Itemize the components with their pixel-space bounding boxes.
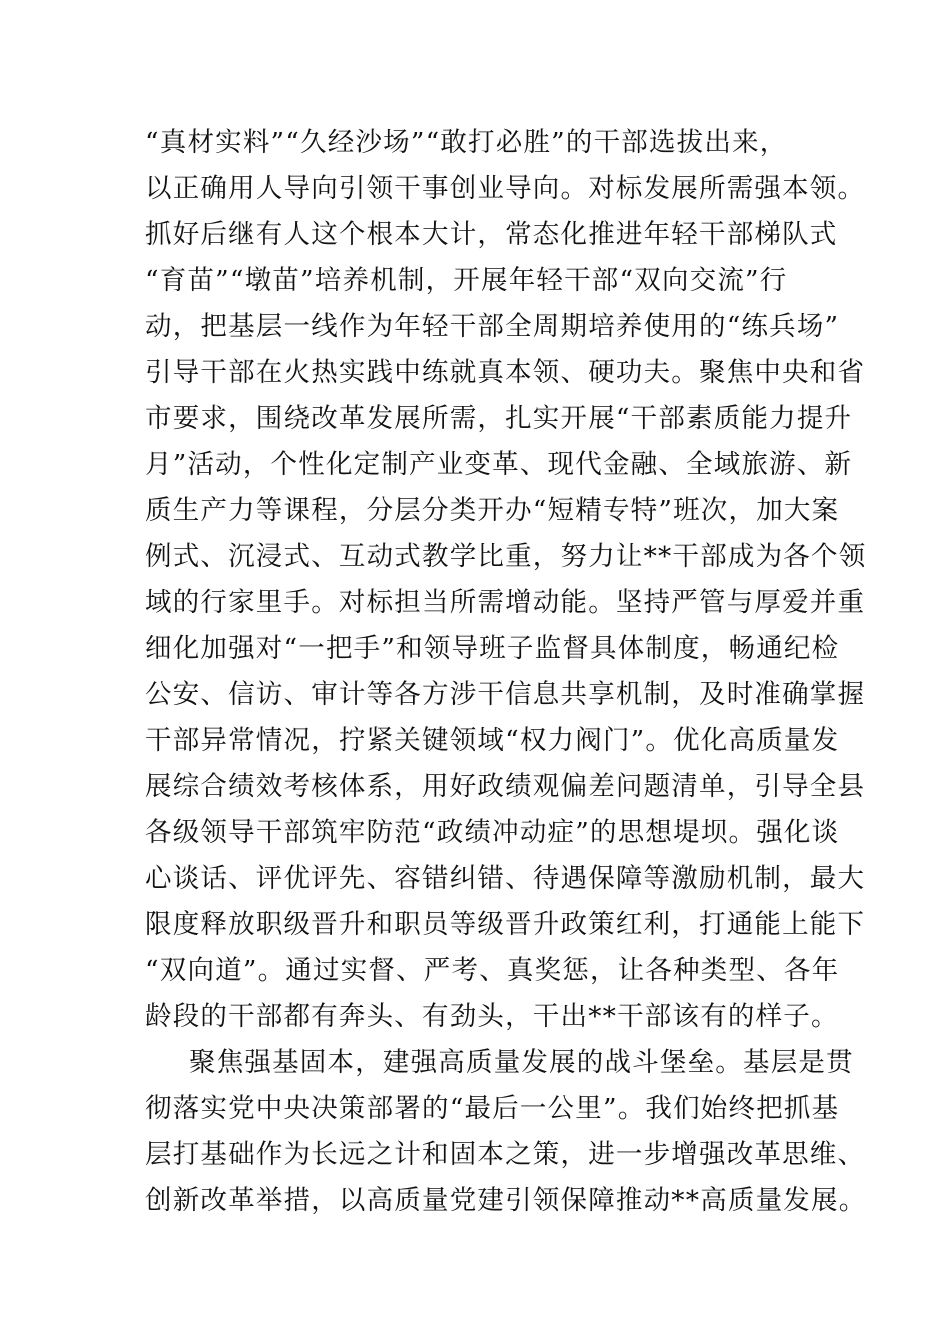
text-line: 龄段的干部都有奔头、有劲头，干出**干部该有的样子。 — [145, 1001, 839, 1032]
text-line: 彻落实党中央决策部署的“最后一公里”。我们始终把抓基 — [145, 1093, 840, 1124]
text-line: 干部异常情况，拧紧关键领域“权力阀门”。优化高质量发 — [145, 725, 840, 756]
text-line: 各级领导干部筑牢防范“政绩冲动症”的思想堤坝。强化谈 — [145, 817, 840, 848]
text-line: “育苗”“墩苗”培养机制，开展年轻干部“双向交流”行 — [145, 265, 788, 296]
text-line: 市要求，围绕改革发展所需，扎实开展“干部素质能力提升 — [145, 403, 853, 434]
text-line: 例式、沉浸式、互动式教学比重，努力让**干部成为各个领 — [145, 541, 867, 572]
document-body — [145, 120, 867, 1224]
text-line: 抓好后继有人这个根本大计，常态化推进年轻干部梯队式 — [145, 219, 838, 250]
text-line: 细化加强对“一把手”和领导班子监督具体制度，畅通纪检 — [145, 633, 840, 664]
text-line: “真材实料”“久经沙场”“敢打必胜”的干部选拔出来， — [145, 127, 788, 158]
text-line: 心谈话、评优评先、容错纠错、待遇保障等激励机制，最大 — [145, 863, 866, 894]
text-line: 以正确用人导向引领干事创业导向。对标发展所需强本领。 — [145, 173, 866, 204]
paragraph-grassroots — [145, 1040, 867, 1224]
text-line: 月”活动，个性化定制产业变革、现代金融、全域旅游、新 — [145, 449, 853, 480]
text-line: 域的行家里手。对标担当所需增动能。坚持严管与厚爱并重 — [145, 587, 866, 618]
text-line: 动，把基层一线作为年轻干部全周期培养使用的“练兵场” — [145, 311, 840, 342]
text-line: 引导干部在火热实践中练就真本领、硬功夫。聚焦中央和省 — [145, 357, 866, 388]
text-line: 质生产力等课程，分层分类开办“短精专特”班次，加大案 — [145, 495, 840, 526]
text-line: 公安、信访、审计等各方涉干信息共享机制，及时准确掌握 — [145, 679, 866, 710]
text-line: “双向道”。通过实督、严考、真奖惩，让各种类型、各年 — [145, 955, 840, 986]
text-line: 展综合绩效考核体系，用好政绩观偏差问题清单，引导全县 — [145, 771, 866, 802]
text-line: 聚焦强基固本，建强高质量发展的战斗堡垒。基层是贯 — [189, 1047, 854, 1078]
text-line: 创新改革举措，以高质量党建引领保障推动**高质量发展。 — [145, 1185, 867, 1216]
paragraph-cadre-selection — [145, 120, 867, 1040]
text-line: 限度释放职级晋升和职员等级晋升政策红利，打通能上能下 — [145, 909, 866, 940]
text-line: 层打基础作为长远之计和固本之策，进一步增强改革思维、 — [145, 1139, 866, 1170]
